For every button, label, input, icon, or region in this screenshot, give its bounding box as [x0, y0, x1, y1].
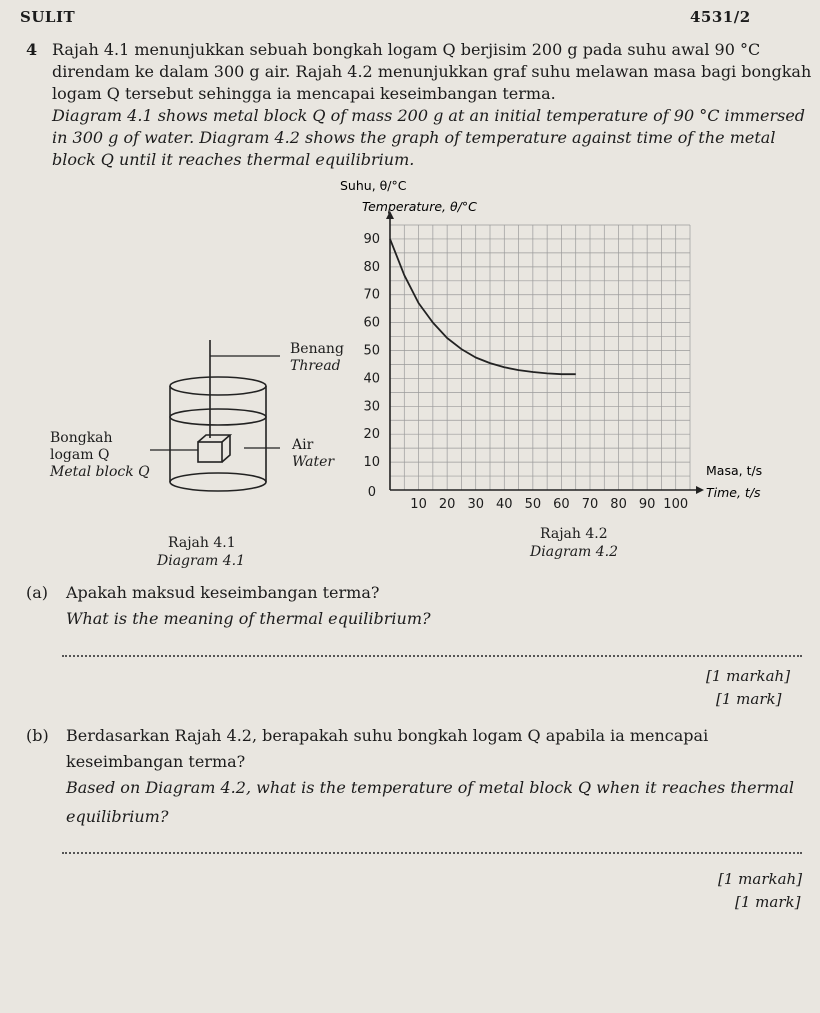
beaker-diagram — [150, 330, 280, 500]
caption-diagram41-en: Diagram 4.1 — [157, 553, 246, 569]
x-axis-arrow — [696, 486, 704, 494]
label-thread-en: Thread — [290, 358, 341, 374]
x-axis-label-ms: Masa, t/s — [706, 463, 763, 478]
y-tick-label: 40 — [363, 371, 380, 387]
water-surface — [170, 409, 266, 425]
x-tick-label: 70 — [581, 497, 599, 512]
label-water-en: Water — [292, 454, 335, 470]
y-tick-label: 30 — [363, 399, 380, 415]
graph-ticks — [363, 232, 688, 512]
x-tick-label: 100 — [663, 497, 689, 512]
question-malay-line-3: logam Q tersebut sehingga ia mencapai keseimbangan terma. — [52, 84, 556, 103]
part-b-english-2: equilibrium? — [66, 807, 169, 826]
question-english-line-2: in 300 g of water. Diagram 4.2 shows the graph of temperature against time of the metal — [52, 128, 776, 147]
part-b-mark-en: [1 mark] — [735, 893, 801, 911]
label-thread-ms: Benang — [290, 341, 344, 357]
y-tick-label: 80 — [363, 259, 380, 275]
x-tick-label: 60 — [553, 497, 570, 512]
caption-diagram41-ms: Rajah 4.1 — [168, 535, 236, 551]
y-tick-label: 20 — [363, 427, 380, 443]
header-sulit: SULIT — [20, 8, 76, 26]
y-axis-label-en: Temperature, θ/°C — [362, 199, 477, 214]
graph-grid — [390, 225, 690, 490]
graph-axes — [386, 211, 704, 494]
y-tick-label: 70 — [363, 287, 380, 303]
part-b-malay-1: Berdasarkan Rajah 4.2, berapakah suhu bongkah logam Q apabila ia mencapai — [66, 726, 709, 745]
metal-block — [198, 442, 222, 462]
temperature-curve — [390, 239, 576, 374]
part-b-malay-2: keseimbangan terma? — [66, 752, 246, 771]
label-water-ms: Air — [292, 437, 314, 453]
label-block-en: Metal block Q — [50, 464, 150, 480]
x-tick-label: 40 — [496, 497, 513, 512]
temperature-time-graph — [340, 175, 780, 520]
part-b-mark-ms: [1 markah] — [718, 870, 803, 888]
y-axis-label-ms: Suhu, θ/°C — [340, 178, 407, 193]
label-block-ms-2: logam Q — [50, 447, 110, 463]
y-tick-label: 50 — [363, 343, 380, 359]
question-english-line-3: block Q until it reaches thermal equilibrium. — [52, 150, 415, 169]
y-tick-label: 60 — [363, 315, 380, 331]
beaker-rim — [170, 377, 266, 395]
x-tick-label: 30 — [467, 497, 484, 512]
metal-block-top — [198, 435, 230, 442]
part-a-mark-en: [1 mark] — [716, 690, 782, 708]
question-malay-line-2: direndam ke dalam 300 g air. Rajah 4.2 menunjukkan graf suhu melawan masa bagi bongkah — [52, 62, 812, 81]
label-block-ms-1: Bongkah — [50, 430, 113, 446]
question-number: 4 — [26, 40, 38, 59]
graph-curve — [390, 239, 576, 374]
origin-label: 0 — [367, 485, 376, 500]
part-b-answer-line[interactable] — [62, 852, 802, 854]
part-b-label: (b) — [26, 726, 49, 745]
x-tick-label: 80 — [610, 497, 627, 512]
x-axis-label-en: Time, t/s — [706, 485, 761, 500]
x-tick-label: 50 — [524, 497, 542, 512]
part-a-mark-ms: [1 markah] — [706, 667, 791, 685]
y-tick-label: 90 — [363, 231, 380, 247]
part-a-english: What is the meaning of thermal equilibrium? — [66, 609, 431, 628]
part-a-answer-line[interactable] — [62, 655, 802, 657]
y-tick-label: 10 — [363, 455, 380, 471]
question-malay-line-1: Rajah 4.1 menunjukkan sebuah bongkah logam Q berjisim 200 g pada suhu awal 90 °C — [52, 40, 761, 59]
caption-diagram42-ms: Rajah 4.2 — [540, 526, 608, 542]
part-b-english-1: Based on Diagram 4.2, what is the temperature of metal block Q when it reaches thermal — [66, 778, 795, 797]
x-tick-label: 10 — [410, 497, 427, 512]
caption-diagram42-en: Diagram 4.2 — [530, 544, 619, 560]
part-a-label: (a) — [26, 583, 49, 602]
x-tick-label: 90 — [638, 497, 656, 512]
header-paper-code: 4531/2 — [690, 8, 751, 26]
part-a-malay: Apakah maksud keseimbangan terma? — [66, 583, 380, 602]
x-tick-label: 20 — [438, 497, 456, 512]
beaker-bottom — [170, 473, 266, 491]
question-english-line-1: Diagram 4.1 shows metal block Q of mass 200 g at an initial temperature of 90 °C immersed — [52, 106, 806, 125]
